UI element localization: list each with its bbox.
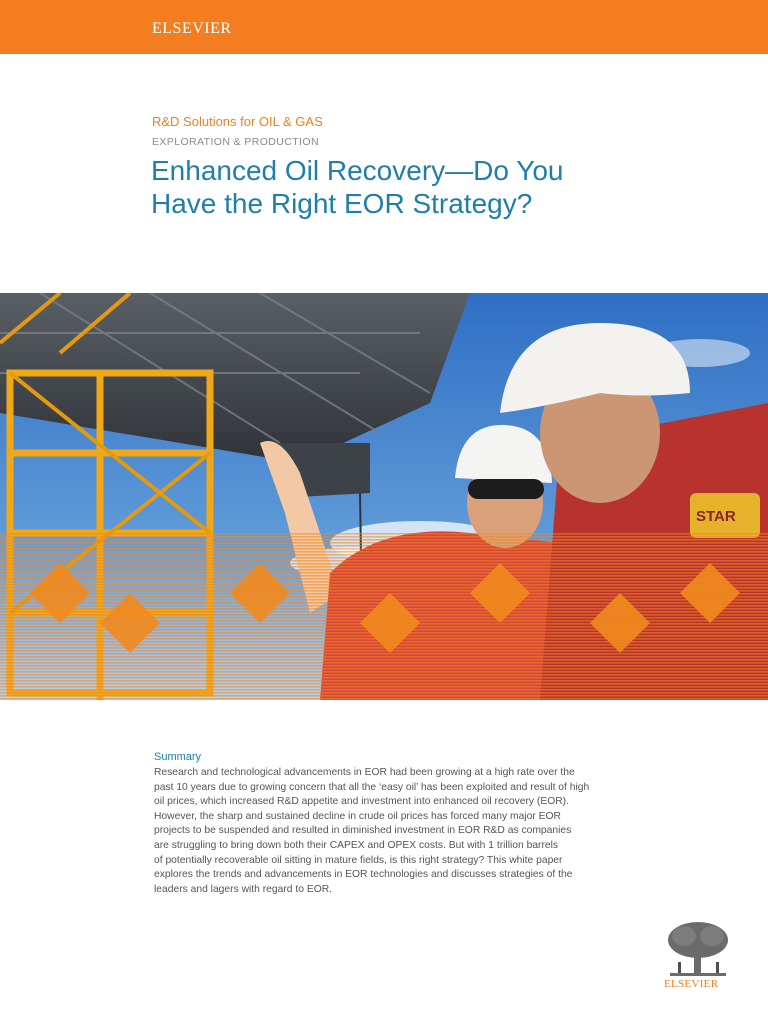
footer-wordmark: ELSEVIER bbox=[664, 978, 719, 990]
summary-line: leaders and lagers with regard to EOR. bbox=[154, 883, 332, 895]
summary-line: oil prices, which increased R&D appetite and investment into enhanced oil recovery (EOR). bbox=[154, 796, 569, 808]
title-line: Have the Right EOR Strategy? bbox=[151, 188, 533, 219]
page-title bbox=[151, 154, 711, 220]
section-label: EXPLORATION & PRODUCTION bbox=[152, 136, 319, 148]
summary-line: are struggling to bring down both their CAPEX and OPEX costs. But with 1 trillion barrels bbox=[154, 839, 559, 851]
kicker-text: R&D Solutions for OIL & GAS bbox=[152, 114, 323, 129]
oil-rig-workers-photo bbox=[0, 293, 768, 700]
header-bar bbox=[0, 0, 768, 54]
summary-line: explores the trends and advancements in EOR technologies and discusses strategies of the bbox=[154, 869, 573, 881]
summary-line: However, the sharp and sustained decline in crude oil prices has forced many major EOR bbox=[154, 810, 561, 822]
summary-line: Research and technological advancements in EOR had been growing at a high rate over the bbox=[154, 767, 575, 778]
summary-line: past 10 years due to growing concern that all the ‘easy oil’ has been exploited and result of high bbox=[154, 781, 590, 793]
summary-paragraph bbox=[154, 766, 634, 897]
brand-wordmark: ELSEVIER bbox=[152, 20, 232, 37]
summary-line: projects to be suspended and resulted in diminished investment in EOR R&D as companies bbox=[154, 825, 572, 837]
summary-heading: Summary bbox=[154, 751, 202, 763]
summary-line: of potentially recoverable oil sitting in mature fields, is this right strategy? This white paper bbox=[154, 854, 563, 866]
title-line: Enhanced Oil Recovery—Do You bbox=[151, 155, 564, 186]
hero-photo bbox=[0, 293, 768, 700]
patch-text: STAR bbox=[696, 508, 736, 525]
